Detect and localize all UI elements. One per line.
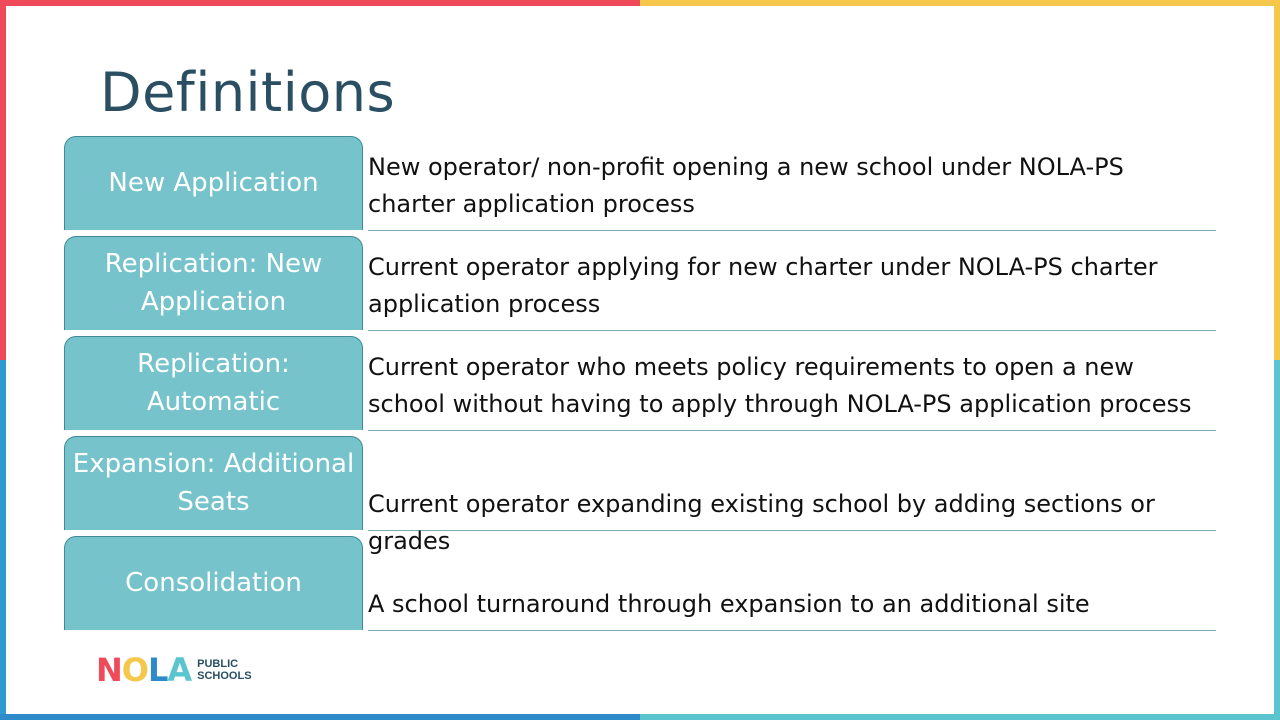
term-cell: Replication: Automatic xyxy=(64,336,363,430)
table-row xyxy=(64,436,1216,555)
frame-bottom-left xyxy=(0,714,640,720)
frame-right-lower xyxy=(1274,360,1280,720)
term-cell: New Application xyxy=(64,136,363,230)
definition-cell: Current operator applying for new charter under NOLA-PS charter application process xyxy=(368,236,1216,331)
term-cell: Replication: New Application xyxy=(64,236,363,330)
table-row xyxy=(64,236,1216,332)
page-title: Definitions xyxy=(100,61,396,124)
logo-letter: N xyxy=(96,651,122,689)
frame-right-upper xyxy=(1274,0,1280,360)
definition-cell: New operator/ non-profit opening a new school under NOLA-PS charter application process xyxy=(368,136,1216,231)
frame-left-upper xyxy=(0,0,6,360)
table-row xyxy=(64,336,1216,432)
definition-cell: Current operator expanding existing school by adding sections or grades xyxy=(368,436,1216,531)
logo-sub-line: SCHOOLS xyxy=(197,670,252,682)
term-cell: Consolidation xyxy=(64,536,363,630)
nola-public-schools-logo xyxy=(96,651,252,689)
logo-sub-line: PUBLIC xyxy=(197,658,239,670)
table-row xyxy=(64,536,1216,632)
logo-letter: A xyxy=(167,651,192,689)
definition-cell: A school turnaround through expansion to an additional site xyxy=(368,536,1216,631)
table-row xyxy=(64,136,1216,232)
frame-top-right xyxy=(640,0,1280,6)
logo-letter: L xyxy=(147,651,168,689)
definition-cell: Current operator who meets policy requirements to open a new school without having to apply through NOLA-PS application process xyxy=(368,336,1216,431)
term-cell: Expansion: Additional Seats xyxy=(64,436,363,530)
frame-bottom-right xyxy=(640,714,1280,720)
frame-top-left xyxy=(0,0,640,6)
logo-wordmark xyxy=(96,651,192,689)
logo-letter: O xyxy=(121,651,148,689)
frame-left-lower xyxy=(0,360,6,720)
logo-subtitle xyxy=(197,658,251,682)
